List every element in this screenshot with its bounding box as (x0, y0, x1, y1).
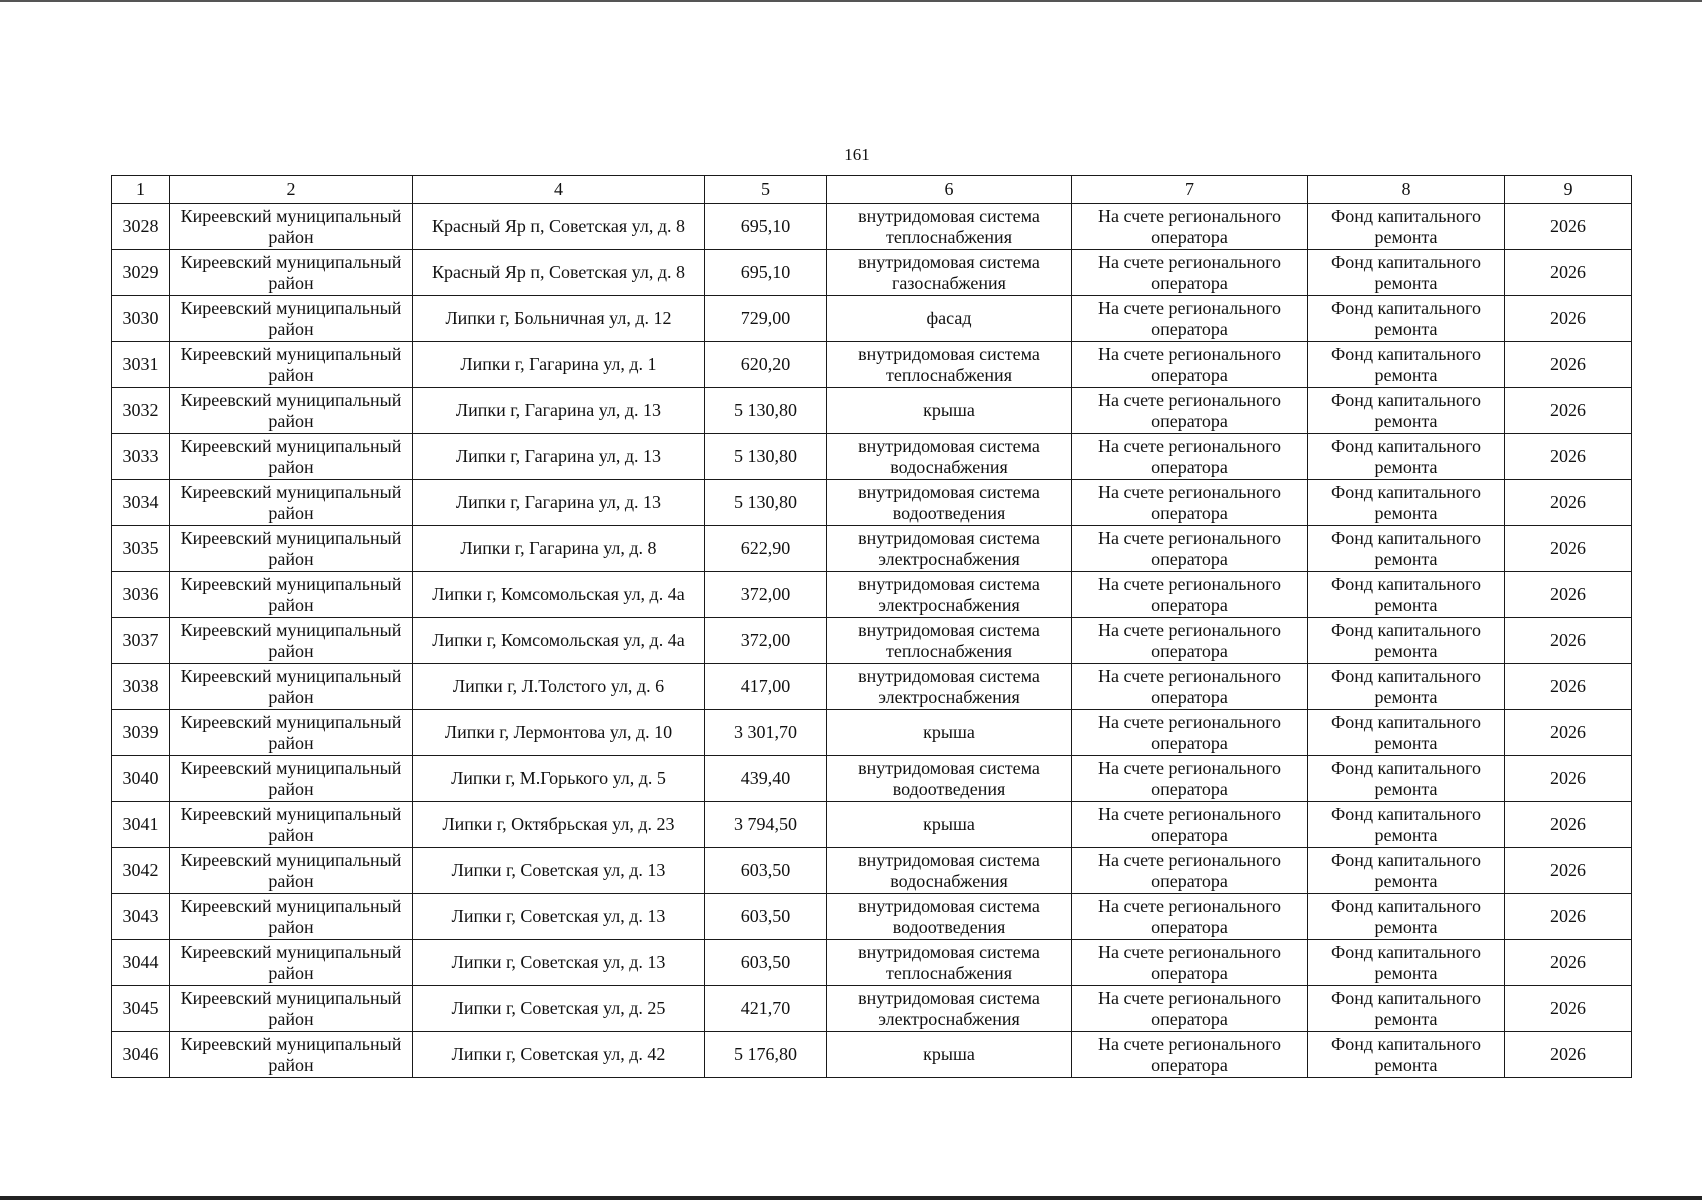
area-cell: 439,40 (705, 756, 827, 802)
fund-account-cell: На счете регионального оператора (1072, 848, 1308, 894)
area-cell: 421,70 (705, 986, 827, 1032)
table-row (112, 940, 1632, 986)
address-cell: Липки г, Комсомольская ул, д. 4а (413, 572, 705, 618)
year-cell: 2026 (1505, 250, 1632, 296)
fund-account-cell: На счете регионального оператора (1072, 342, 1308, 388)
year-cell: 2026 (1505, 204, 1632, 250)
table-row (112, 388, 1632, 434)
work-type-cell: внутридомовая система водоотведения (827, 756, 1072, 802)
address-cell: Липки г, Гагарина ул, д. 8 (413, 526, 705, 572)
district-cell: Киреевский муниципальный район (170, 296, 413, 342)
work-type-cell: внутридомовая система водоснабжения (827, 848, 1072, 894)
row-number-cell: 3045 (112, 986, 170, 1032)
fund-account-cell: На счете регионального оператора (1072, 480, 1308, 526)
table-row (112, 434, 1632, 480)
table-row (112, 526, 1632, 572)
area-cell: 695,10 (705, 204, 827, 250)
row-number-cell: 3035 (112, 526, 170, 572)
address-cell: Липки г, Советская ул, д. 25 (413, 986, 705, 1032)
district-cell: Киреевский муниципальный район (170, 986, 413, 1032)
work-type-cell: внутридомовая система электроснабжения (827, 526, 1072, 572)
district-cell: Киреевский муниципальный район (170, 940, 413, 986)
funding-source-cell: Фонд капитального ремонта (1308, 250, 1505, 296)
column-header: 8 (1308, 176, 1505, 204)
area-cell: 417,00 (705, 664, 827, 710)
district-cell: Киреевский муниципальный район (170, 664, 413, 710)
fund-account-cell: На счете регионального оператора (1072, 894, 1308, 940)
row-number-cell: 3034 (112, 480, 170, 526)
work-type-cell: внутридомовая система теплоснабжения (827, 618, 1072, 664)
district-cell: Киреевский муниципальный район (170, 572, 413, 618)
funding-source-cell: Фонд капитального ремонта (1308, 204, 1505, 250)
row-number-cell: 3039 (112, 710, 170, 756)
area-cell: 695,10 (705, 250, 827, 296)
row-number-cell: 3042 (112, 848, 170, 894)
funding-source-cell: Фонд капитального ремонта (1308, 572, 1505, 618)
district-cell: Киреевский муниципальный район (170, 894, 413, 940)
address-cell: Липки г, Лермонтова ул, д. 10 (413, 710, 705, 756)
column-header: 4 (413, 176, 705, 204)
district-cell: Киреевский муниципальный район (170, 434, 413, 480)
row-number-cell: 3029 (112, 250, 170, 296)
address-cell: Липки г, Гагарина ул, д. 1 (413, 342, 705, 388)
work-type-cell: внутридомовая система водоотведения (827, 894, 1072, 940)
address-cell: Липки г, Комсомольская ул, д. 4а (413, 618, 705, 664)
funding-source-cell: Фонд капитального ремонта (1308, 1032, 1505, 1078)
funding-source-cell: Фонд капитального ремонта (1308, 526, 1505, 572)
year-cell: 2026 (1505, 940, 1632, 986)
header-row (112, 176, 1632, 204)
row-number-cell: 3031 (112, 342, 170, 388)
row-number-cell: 3041 (112, 802, 170, 848)
work-type-cell: внутридомовая система теплоснабжения (827, 940, 1072, 986)
year-cell: 2026 (1505, 802, 1632, 848)
fund-account-cell: На счете регионального оператора (1072, 940, 1308, 986)
year-cell: 2026 (1505, 756, 1632, 802)
table-row (112, 664, 1632, 710)
column-header: 9 (1505, 176, 1632, 204)
work-type-cell: внутридомовая система газоснабжения (827, 250, 1072, 296)
row-number-cell: 3030 (112, 296, 170, 342)
year-cell: 2026 (1505, 664, 1632, 710)
funding-source-cell: Фонд капитального ремонта (1308, 848, 1505, 894)
table-row (112, 710, 1632, 756)
fund-account-cell: На счете регионального оператора (1072, 388, 1308, 434)
year-cell: 2026 (1505, 388, 1632, 434)
district-cell: Киреевский муниципальный район (170, 618, 413, 664)
area-cell: 603,50 (705, 894, 827, 940)
fund-account-cell: На счете регионального оператора (1072, 526, 1308, 572)
table-row (112, 296, 1632, 342)
table-row (112, 572, 1632, 618)
fund-account-cell: На счете регионального оператора (1072, 710, 1308, 756)
table-row (112, 756, 1632, 802)
area-cell: 5 130,80 (705, 434, 827, 480)
work-type-cell: внутридомовая система теплоснабжения (827, 342, 1072, 388)
district-cell: Киреевский муниципальный район (170, 710, 413, 756)
row-number-cell: 3037 (112, 618, 170, 664)
fund-account-cell: На счете регионального оператора (1072, 434, 1308, 480)
row-number-cell: 3040 (112, 756, 170, 802)
district-cell: Киреевский муниципальный район (170, 526, 413, 572)
area-cell: 729,00 (705, 296, 827, 342)
work-type-cell: внутридомовая система теплоснабжения (827, 204, 1072, 250)
funding-source-cell: Фонд капитального ремонта (1308, 986, 1505, 1032)
work-type-cell: крыша (827, 710, 1072, 756)
column-header: 2 (170, 176, 413, 204)
capital-repair-table (111, 175, 1632, 1078)
district-cell: Киреевский муниципальный район (170, 342, 413, 388)
work-type-cell: внутридомовая система электроснабжения (827, 572, 1072, 618)
district-cell: Киреевский муниципальный район (170, 802, 413, 848)
address-cell: Липки г, Советская ул, д. 13 (413, 848, 705, 894)
address-cell: Липки г, Советская ул, д. 42 (413, 1032, 705, 1078)
table-row (112, 848, 1632, 894)
fund-account-cell: На счете регионального оператора (1072, 802, 1308, 848)
area-cell: 622,90 (705, 526, 827, 572)
table-row (112, 1032, 1632, 1078)
fund-account-cell: На счете регионального оператора (1072, 618, 1308, 664)
district-cell: Киреевский муниципальный район (170, 756, 413, 802)
column-header: 7 (1072, 176, 1308, 204)
area-cell: 620,20 (705, 342, 827, 388)
year-cell: 2026 (1505, 894, 1632, 940)
address-cell: Красный Яр п, Советская ул, д. 8 (413, 250, 705, 296)
area-cell: 603,50 (705, 940, 827, 986)
district-cell: Киреевский муниципальный район (170, 388, 413, 434)
funding-source-cell: Фонд капитального ремонта (1308, 342, 1505, 388)
address-cell: Липки г, Гагарина ул, д. 13 (413, 434, 705, 480)
funding-source-cell: Фонд капитального ремонта (1308, 388, 1505, 434)
address-cell: Липки г, Советская ул, д. 13 (413, 940, 705, 986)
page-number: 161 (844, 145, 870, 164)
work-type-cell: внутридомовая система водоотведения (827, 480, 1072, 526)
bottom-edge-line (0, 1196, 1702, 1200)
year-cell: 2026 (1505, 848, 1632, 894)
address-cell: Липки г, Советская ул, д. 13 (413, 894, 705, 940)
address-cell: Липки г, Гагарина ул, д. 13 (413, 480, 705, 526)
funding-source-cell: Фонд капитального ремонта (1308, 802, 1505, 848)
fund-account-cell: На счете регионального оператора (1072, 296, 1308, 342)
fund-account-cell: На счете регионального оператора (1072, 756, 1308, 802)
row-number-cell: 3036 (112, 572, 170, 618)
table-row (112, 802, 1632, 848)
year-cell: 2026 (1505, 342, 1632, 388)
funding-source-cell: Фонд капитального ремонта (1308, 894, 1505, 940)
funding-source-cell: Фонд капитального ремонта (1308, 480, 1505, 526)
address-cell: Красный Яр п, Советская ул, д. 8 (413, 204, 705, 250)
work-type-cell: крыша (827, 802, 1072, 848)
row-number-cell: 3044 (112, 940, 170, 986)
funding-source-cell: Фонд капитального ремонта (1308, 940, 1505, 986)
area-cell: 3 301,70 (705, 710, 827, 756)
area-cell: 603,50 (705, 848, 827, 894)
table-row (112, 480, 1632, 526)
table-row (112, 250, 1632, 296)
funding-source-cell: Фонд капитального ремонта (1308, 756, 1505, 802)
column-header: 1 (112, 176, 170, 204)
area-cell: 5 130,80 (705, 388, 827, 434)
address-cell: Липки г, Больничная ул, д. 12 (413, 296, 705, 342)
work-type-cell: крыша (827, 388, 1072, 434)
funding-source-cell: Фонд капитального ремонта (1308, 710, 1505, 756)
fund-account-cell: На счете регионального оператора (1072, 204, 1308, 250)
funding-source-cell: Фонд капитального ремонта (1308, 664, 1505, 710)
row-number-cell: 3046 (112, 1032, 170, 1078)
area-cell: 5 130,80 (705, 480, 827, 526)
year-cell: 2026 (1505, 480, 1632, 526)
year-cell: 2026 (1505, 526, 1632, 572)
district-cell: Киреевский муниципальный район (170, 204, 413, 250)
table-row (112, 986, 1632, 1032)
address-cell: Липки г, Л.Толстого ул, д. 6 (413, 664, 705, 710)
fund-account-cell: На счете регионального оператора (1072, 1032, 1308, 1078)
year-cell: 2026 (1505, 1032, 1632, 1078)
district-cell: Киреевский муниципальный район (170, 848, 413, 894)
funding-source-cell: Фонд капитального ремонта (1308, 618, 1505, 664)
district-cell: Киреевский муниципальный район (170, 1032, 413, 1078)
district-cell: Киреевский муниципальный район (170, 480, 413, 526)
table-row (112, 342, 1632, 388)
fund-account-cell: На счете регионального оператора (1072, 250, 1308, 296)
column-header: 6 (827, 176, 1072, 204)
table-row (112, 894, 1632, 940)
work-type-cell: внутридомовая система водоснабжения (827, 434, 1072, 480)
table-row (112, 618, 1632, 664)
row-number-cell: 3043 (112, 894, 170, 940)
address-cell: Липки г, Гагарина ул, д. 13 (413, 388, 705, 434)
funding-source-cell: Фонд капитального ремонта (1308, 296, 1505, 342)
column-header: 5 (705, 176, 827, 204)
area-cell: 372,00 (705, 572, 827, 618)
year-cell: 2026 (1505, 710, 1632, 756)
address-cell: Липки г, Октябрьская ул, д. 23 (413, 802, 705, 848)
row-number-cell: 3028 (112, 204, 170, 250)
fund-account-cell: На счете регионального оператора (1072, 664, 1308, 710)
year-cell: 2026 (1505, 618, 1632, 664)
row-number-cell: 3038 (112, 664, 170, 710)
table-body (112, 204, 1632, 1078)
table-row (112, 204, 1632, 250)
address-cell: Липки г, М.Горького ул, д. 5 (413, 756, 705, 802)
district-cell: Киреевский муниципальный район (170, 250, 413, 296)
work-type-cell: внутридомовая система электроснабжения (827, 986, 1072, 1032)
year-cell: 2026 (1505, 986, 1632, 1032)
work-type-cell: фасад (827, 296, 1072, 342)
work-type-cell: крыша (827, 1032, 1072, 1078)
year-cell: 2026 (1505, 434, 1632, 480)
row-number-cell: 3033 (112, 434, 170, 480)
year-cell: 2026 (1505, 572, 1632, 618)
row-number-cell: 3032 (112, 388, 170, 434)
fund-account-cell: На счете регионального оператора (1072, 986, 1308, 1032)
area-cell: 3 794,50 (705, 802, 827, 848)
area-cell: 5 176,80 (705, 1032, 827, 1078)
area-cell: 372,00 (705, 618, 827, 664)
work-type-cell: внутридомовая система электроснабжения (827, 664, 1072, 710)
top-edge-line (0, 0, 1702, 2)
fund-account-cell: На счете регионального оператора (1072, 572, 1308, 618)
year-cell: 2026 (1505, 296, 1632, 342)
funding-source-cell: Фонд капитального ремонта (1308, 434, 1505, 480)
